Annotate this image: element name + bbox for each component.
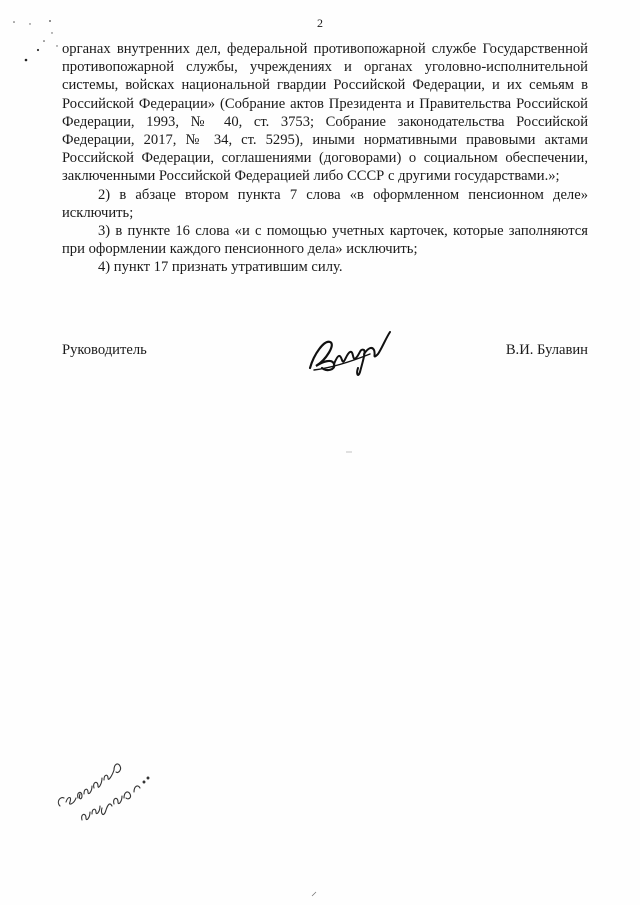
amendment-item-2: 2) в абзаце втором пункта 7 слова «в оформленном пенсионном деле» исключить; [62,186,588,221]
handwritten-signature [300,324,400,384]
signatory-title: Руководитель [62,342,147,358]
paragraph-continuation: органах внутренних дел, федеральной противопожарной службе Государственной противопожарной службы, учреждениях и органах уголовно-исполнительной системы, войсках национальной гвардии Российской Федерации, и их семьям в Российской Федерации» (Собрание актов Президента и Правительства Российской Федерации, 1993, № 40, ст. 3753; Собрание законодательства Российской Федерации, 2017, № 34, ст. 5295), иными нормативными правовыми актами Российской Федерации, соглашениями (договорами) о социальном обеспечении, заключенными Российской Федерацией либо СССР с другими государствами.»; [62,41,588,185]
signatory-name: В.И. Булавин [505,342,588,358]
handwritten-note [52,748,172,838]
amendment-item-3: 3) в пункте 16 слова «и с помощью учетных карточек, которые заполняются при оформлении каждого пенсионного дела» исключить; [62,223,588,258]
amendment-item-4: 4) пункт 17 признать утратившим силу. [98,259,343,276]
signature-block [62,332,588,392]
page-number: 2 [317,16,323,30]
document-body [62,40,588,277]
